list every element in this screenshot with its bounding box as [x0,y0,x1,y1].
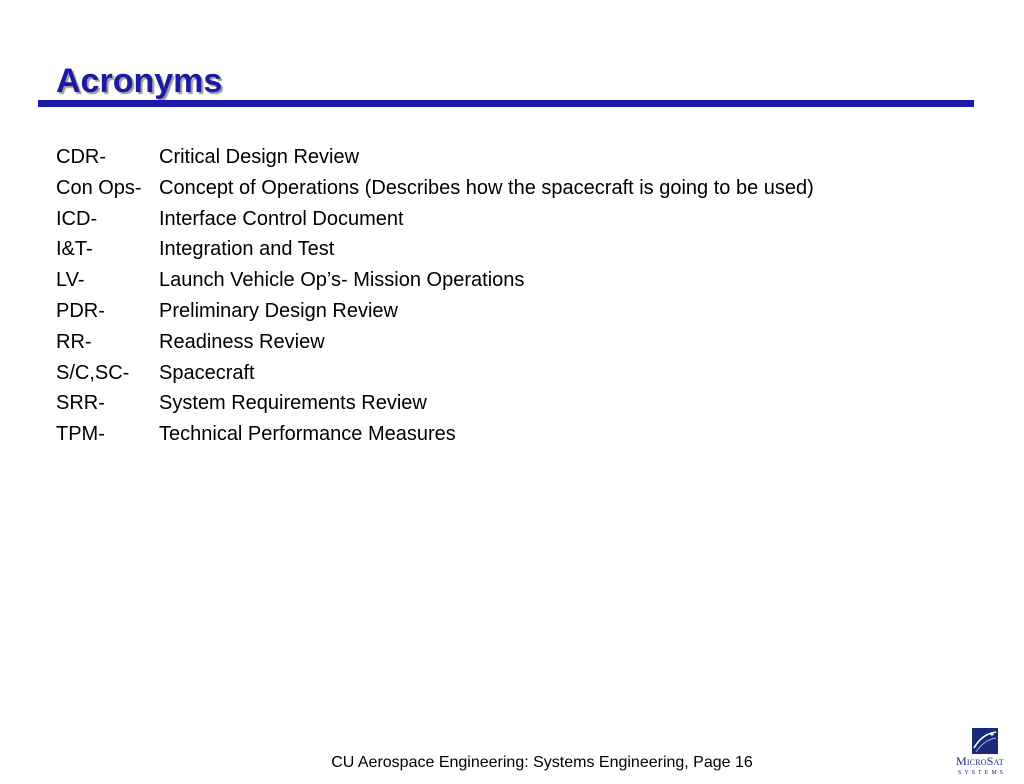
acronym-term: CDR- [56,146,106,168]
acronym-definition: Interface Control Document [159,207,404,230]
logo-subtitle: SYSTEMS [958,770,1007,776]
slide-footer: CU Aerospace Engineering: Systems Engineering, Page 16 [331,754,753,771]
acronym-row-cdr [56,142,814,173]
acronym-term: I&T- [56,238,93,261]
acronym-term: PDR- [56,299,105,322]
microsat-logo [950,728,1020,780]
acronym-list [56,142,814,450]
slide-title: Acronyms [56,62,223,100]
acronym-definition: Concept of Operations (Describes how the spacecraft is going to be used) [159,176,814,199]
acronym-definition: Launch Vehicle Op’s- Mission Operations [159,269,525,292]
microsat-logo-icon [972,728,998,754]
acronym-term: LV- [56,269,85,292]
acronym-row-con-ops [56,173,814,204]
acronym-row-i-and-t [56,234,814,265]
acronym-definition: Readiness Review [159,330,325,353]
acronym-row-srr [56,388,814,419]
acronym-term: Con Ops- [56,176,142,199]
acronym-definition: Preliminary Design Review [159,299,398,322]
acronym-definition: Spacecraft [159,361,255,384]
acronym-definition: Integration and Test [159,238,335,261]
acronym-term: ICD- [56,207,98,230]
acronym-row-lv [56,265,814,296]
acronym-definition: Critical Design Review [159,146,360,168]
acronym-definition: System Requirements Review [159,392,427,415]
acronym-definition: Technical Performance Measures [159,423,456,446]
acronym-row-spacecraft [56,358,814,389]
acronym-row-pdr [56,296,814,327]
acronym-row-tpm [56,419,814,450]
acronym-term: S/C,SC- [56,361,130,384]
acronym-row-icd [56,204,814,235]
title-underline [38,100,974,107]
logo-wordmark: MicroSat [956,754,1004,768]
acronym-term: TPM- [56,423,105,446]
acronym-term: RR- [56,330,92,353]
acronym-term: SRR- [56,392,105,415]
acronym-row-rr [56,327,814,358]
